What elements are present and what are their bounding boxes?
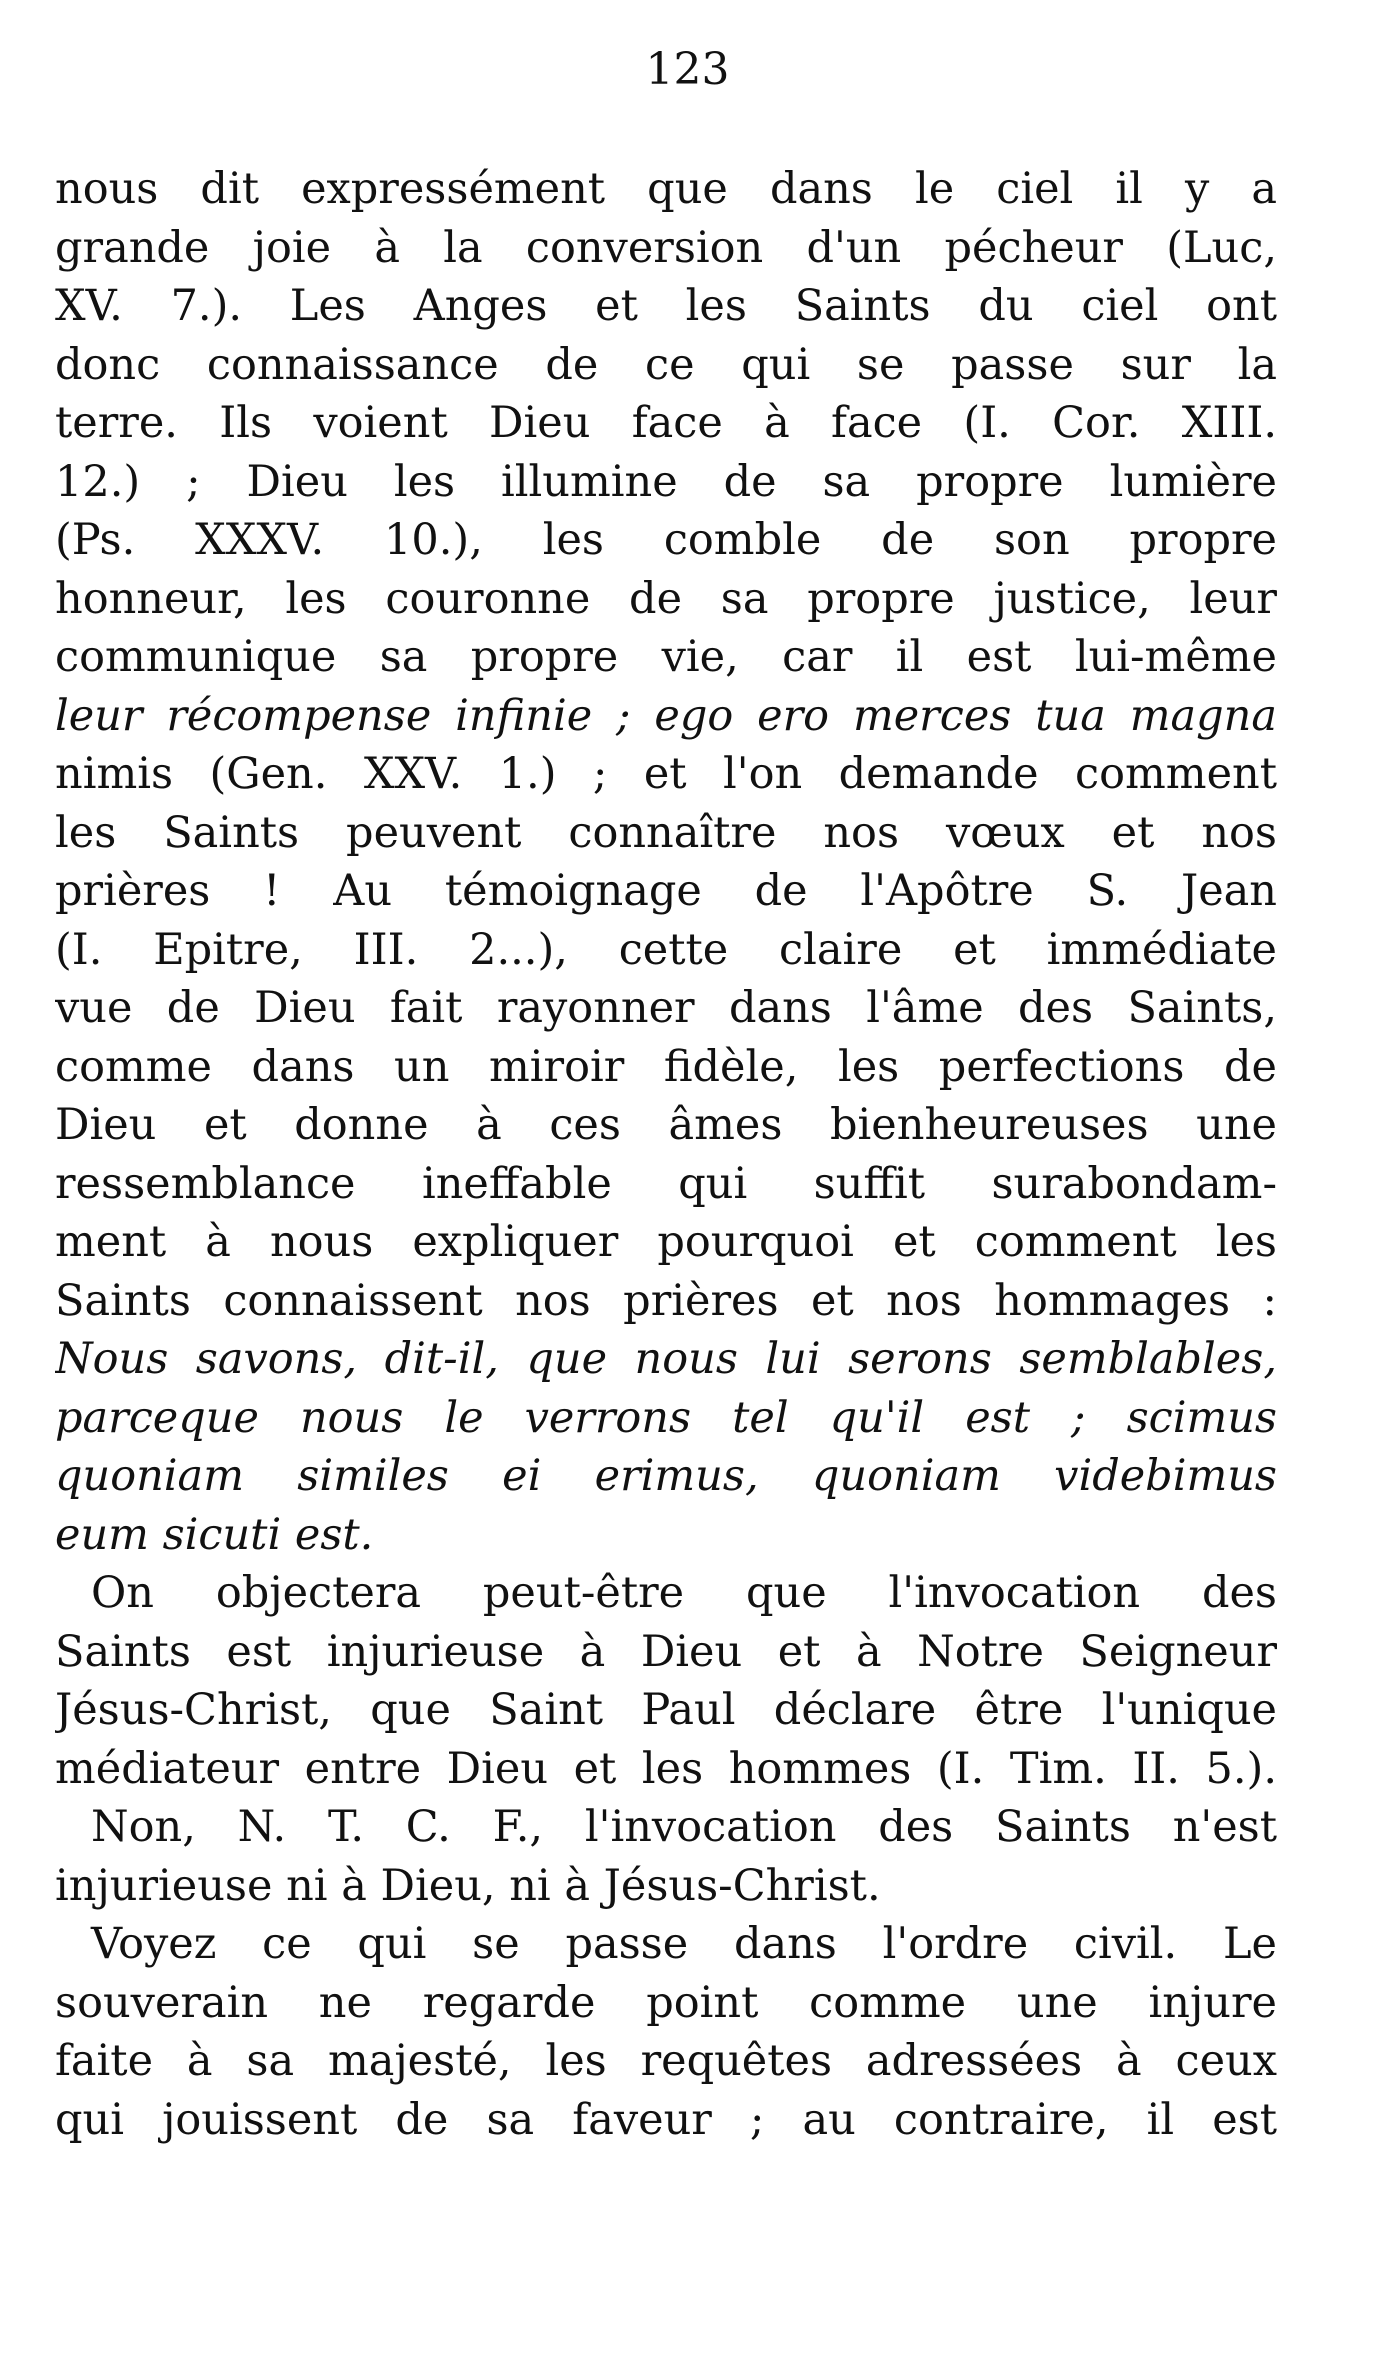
text-line: Non, N. T. C. F., l'invocation des Saints n'est <box>91 1802 1277 1852</box>
text-line: médiateur entre Dieu et les hommes (I. Tim. II. 5.). <box>55 1743 1277 1794</box>
text-line: Voyez ce qui se passe dans l'ordre civil. Le <box>91 1919 1277 1969</box>
text-line: les Saints peuvent connaître nos vœux et nos <box>55 807 1277 858</box>
text-line: Saints est injurieuse à Dieu et à Notre Seigneur <box>55 1626 1277 1677</box>
text-line: (I. Epitre, III. 2...), cette claire et immédiate <box>55 924 1277 975</box>
text-line: Saints connaissent nos prières et nos hommages : <box>55 1275 1277 1326</box>
text-line: Dieu et donne à ces âmes bienheureuses une <box>55 1100 1277 1150</box>
text-line: 12.) ; Dieu les illumine de sa propre lumière <box>55 456 1277 507</box>
text-line: prières ! Au témoignage de l'Apôtre S. Jean <box>55 866 1277 916</box>
text-line: terre. Ils voient Dieu face à face (I. Cor. XIII. <box>55 398 1277 448</box>
text-line: qui jouissent de sa faveur ; au contraire, il est <box>55 2094 1277 2145</box>
text-line: communique sa propre vie, car il est lui-même <box>55 632 1277 682</box>
text-line: (Ps. XXXV. 10.), les comble de son propre <box>55 515 1277 565</box>
text-line: parceque nous le verrons tel qu'il est ; scimus <box>55 1392 1277 1443</box>
text-line: faite à sa majesté, les requêtes adressées à ceux <box>55 2036 1277 2086</box>
text-line: Jésus-Christ, que Saint Paul déclare être l'unique <box>55 1685 1277 1735</box>
text-line: quoniam similes ei erimus, quoniam videbimus <box>55 1451 1277 1501</box>
body-text <box>55 160 1277 2149</box>
text-line: On objectera peut-être que l'invocation des <box>91 1568 1277 1618</box>
page-number: 123 <box>645 44 730 95</box>
text-line: comme dans un miroir fidèle, les perfections de <box>55 1041 1277 1092</box>
text-line: XV. 7.). Les Anges et les Saints du ciel ont <box>55 281 1277 331</box>
text-line: ment à nous expliquer pourquoi et comment les <box>55 1217 1277 1267</box>
text-line: vue de Dieu fait rayonner dans l'âme des Saints, <box>55 983 1277 1033</box>
text-line: souverain ne regarde point comme une injure <box>55 1977 1277 2028</box>
text-line: donc connaissance de ce qui se passe sur la <box>55 339 1277 390</box>
text-line: nimis (Gen. XXV. 1.) ; et l'on demande comment <box>55 749 1277 799</box>
text-line: honneur, les couronne de sa propre justice, leur <box>55 573 1277 624</box>
text-line: grande joie à la conversion d'un pécheur (Luc, <box>55 222 1277 273</box>
text-line: Nous savons, dit-il, que nous lui serons semblables, <box>55 1334 1277 1384</box>
text-line: eum sicuti est. <box>55 1509 374 1560</box>
text-line: leur récompense infinie ; ego ero merces tua magna <box>55 690 1277 741</box>
text-line: ressemblance ineffable qui suffit surabondam- <box>55 1158 1277 1209</box>
text-line: injurieuse ni à Dieu, ni à Jésus-Christ. <box>55 1860 881 1911</box>
text-line: nous dit expressément que dans le ciel il y a <box>55 164 1277 214</box>
